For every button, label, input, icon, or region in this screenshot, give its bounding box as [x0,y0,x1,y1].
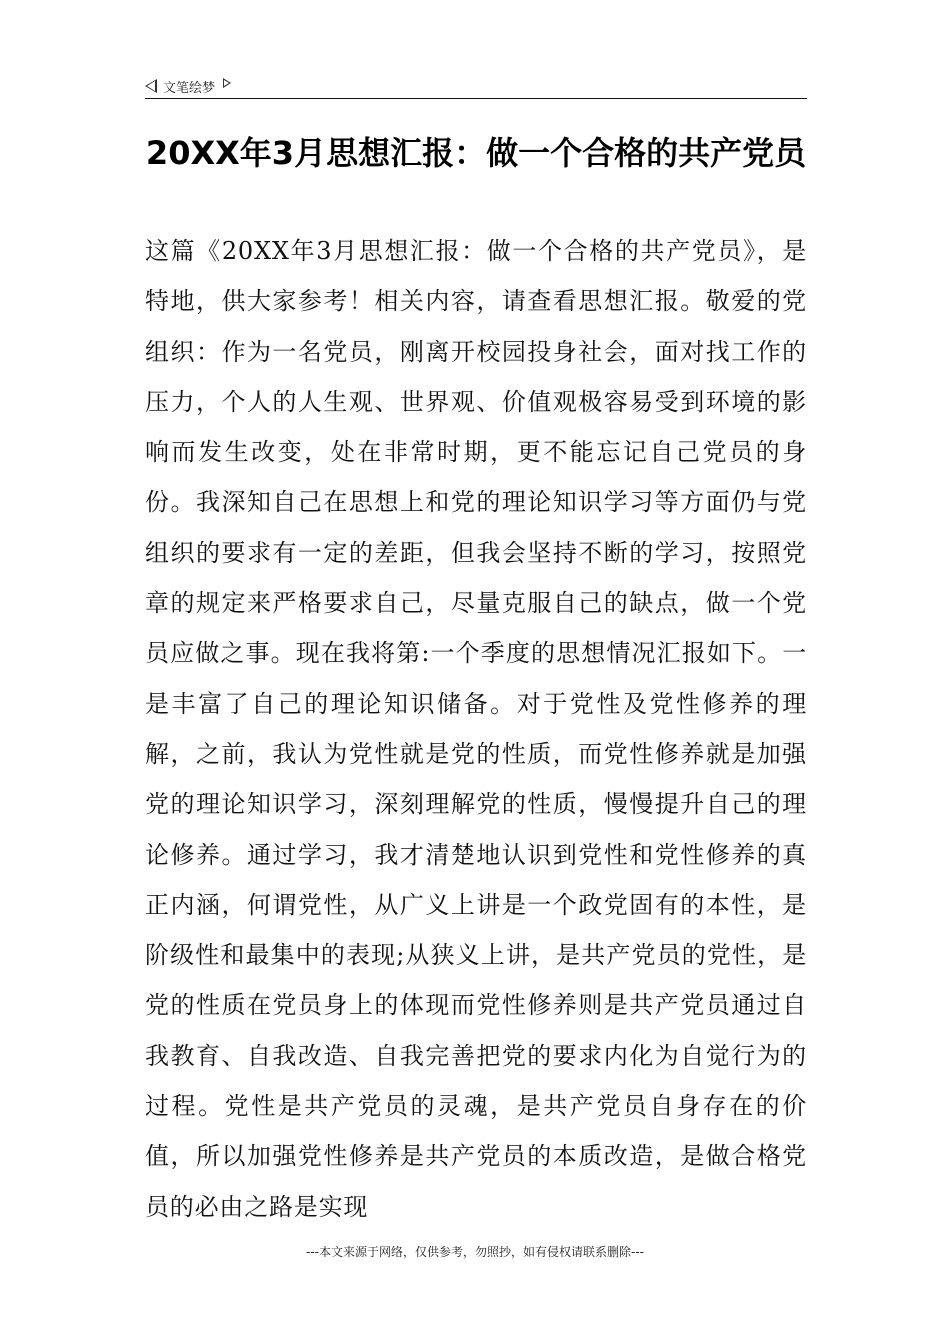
triangle-right-icon [223,78,231,88]
page-header [145,74,807,98]
document-title: 20XX年3月思想汇报：做一个合格的共产党员 [145,134,807,172]
header-divider [145,98,807,99]
document-body: 这篇《20XX年3月思想汇报：做一个合格的共产党员》，是特地，供大家参考！相关内容，请查看思想汇报。敬爱的党组织：作为一名党员，刚离开校园投身社会，面对找工作的压力，个人的人生观、世界观、价值观极容易受到环境的影响而发生改变，处在非常时期，更不能忘记自己党员的身份。我深知自己在思想上和党的理论知识学习等方面仍与党组织的要求有一定的差距，但我会坚持不断的学习，按照党章的规定来严格要求自己，尽量克服自己的缺点，做一个党员应做之事。现在我将第:一个季度的思想情况汇报如下。一是丰富了自己的理论知识储备。对于党性及党性修养的理解，之前，我认为党性就是党的性质，而党性修养就是加强党的理论知识学习，深刻理解党的性质，慢慢提升自己的理论修养。通过学习，我才清楚地认识到党性和党性修养的真正内涵，何谓党性，从广义上讲是一个政党固有的本性，是阶级性和最集中的表现;从狭义上讲，是共产党员的党性，是党的性质在党员身上的体现而党性修养则是共产党员通过自我教育、自我改造、自我完善把党的要求内化为自觉行为的过程。党性是共产党员的灵魂，是共产党员自身存在的价值，所以加强党性修养是共产党员的本质改造，是做合格党员的必由之路是实现 [145,237,807,1221]
triangle-left-icon [145,79,157,93]
header-brand: 文笔绘梦 [163,80,216,96]
footer-disclaimer: ---本文来源于网络，仅供参考，勿照抄，如有侵权请联系删除--- [306,1245,644,1259]
